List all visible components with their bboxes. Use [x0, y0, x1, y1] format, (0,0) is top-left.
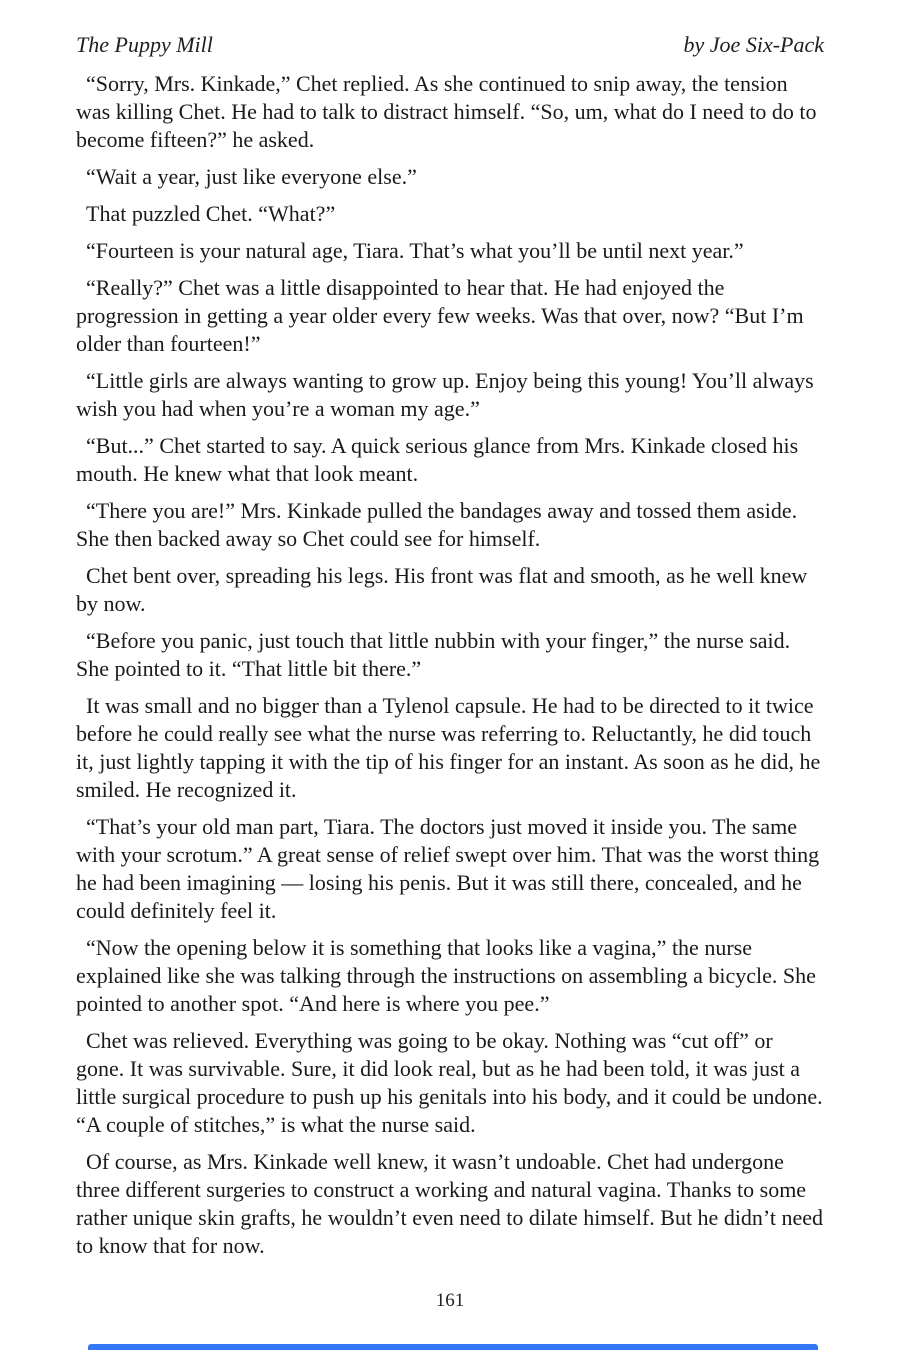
reading-progress-bar[interactable]	[88, 1344, 818, 1350]
page-body	[0, 58, 900, 1260]
paragraph: “Sorry, Mrs. Kinkade,” Chet replied. As she continued to snip away, the tension was killing Chet. He had to talk to distract himself. “So, um, what do I need to do to become fifteen?” he asked.	[76, 71, 817, 152]
book-title: The Puppy Mill	[76, 32, 213, 57]
paragraph: That puzzled Chet. “What?”	[86, 201, 336, 226]
paragraph: “Little girls are always wanting to grow up. Enjoy being this young! You’ll always wish you had when you’re a woman my age.”	[76, 368, 814, 421]
paragraph: “There you are!” Mrs. Kinkade pulled the bandages away and tossed them aside. She then backed away so Chet could see for himself.	[76, 498, 798, 551]
paragraph: It was small and no bigger than a Tylenol capsule. He had to be directed to it twice before he could really see what the nurse was referring to. Reluctantly, he did touch it, just lightly tapping it with the tip of his finger for an instant. As soon as he did, he smiled. He recognized it.	[76, 693, 821, 802]
book-author: by Joe Six-Pack	[683, 32, 824, 57]
paragraph: “Wait a year, just like everyone else.”	[86, 164, 417, 189]
paragraph: Chet was relieved. Everything was going to be okay. Nothing was “cut off” or gone. It was survivable. Sure, it did look real, but as he had been told, it was just a little surgical procedure to push up his genitals into his body, and it could be undone. “A couple of stitches,” is what the nurse said.	[76, 1028, 823, 1137]
paragraph: “But...” Chet started to say. A quick serious glance from Mrs. Kinkade closed his mouth. He knew what that look meant.	[76, 433, 799, 486]
paragraph: “Now the opening below it is something that looks like a vagina,” the nurse explained like she was talking through the instructions on assembling a bicycle. She pointed to another spot. “And here is where you pee.”	[76, 935, 816, 1016]
paragraph: Of course, as Mrs. Kinkade well knew, it wasn’t undoable. Chet had undergone three different surgeries to construct a working and natural vagina. Thanks to some rather unique skin grafts, he wouldn’t even need to dilate himself. But he didn’t need to know that for now.	[76, 1149, 824, 1258]
paragraph: “Fourteen is your natural age, Tiara. That’s what you’ll be until next year.”	[86, 238, 744, 263]
paragraph: Chet bent over, spreading his legs. His front was flat and smooth, as he well knew by now.	[76, 563, 808, 616]
paragraph: “Before you panic, just touch that little nubbin with your finger,” the nurse said. She pointed to it. “That little bit there.”	[76, 628, 791, 681]
page-number: 161	[435, 1290, 465, 1311]
paragraph: “That’s your old man part, Tiara. The doctors just moved it inside you. The same with your scrotum.” A great sense of relief swept over him. That was the worst thing he had been imagining — losing his penis. But it was still there, concealed, and he could definitely feel it.	[76, 814, 820, 923]
paragraph: “Really?” Chet was a little disappointed to hear that. He had enjoyed the progression in getting a year older every few weeks. Was that over, now? “But I’m older than fourteen!”	[76, 275, 804, 356]
running-head	[0, 0, 900, 58]
